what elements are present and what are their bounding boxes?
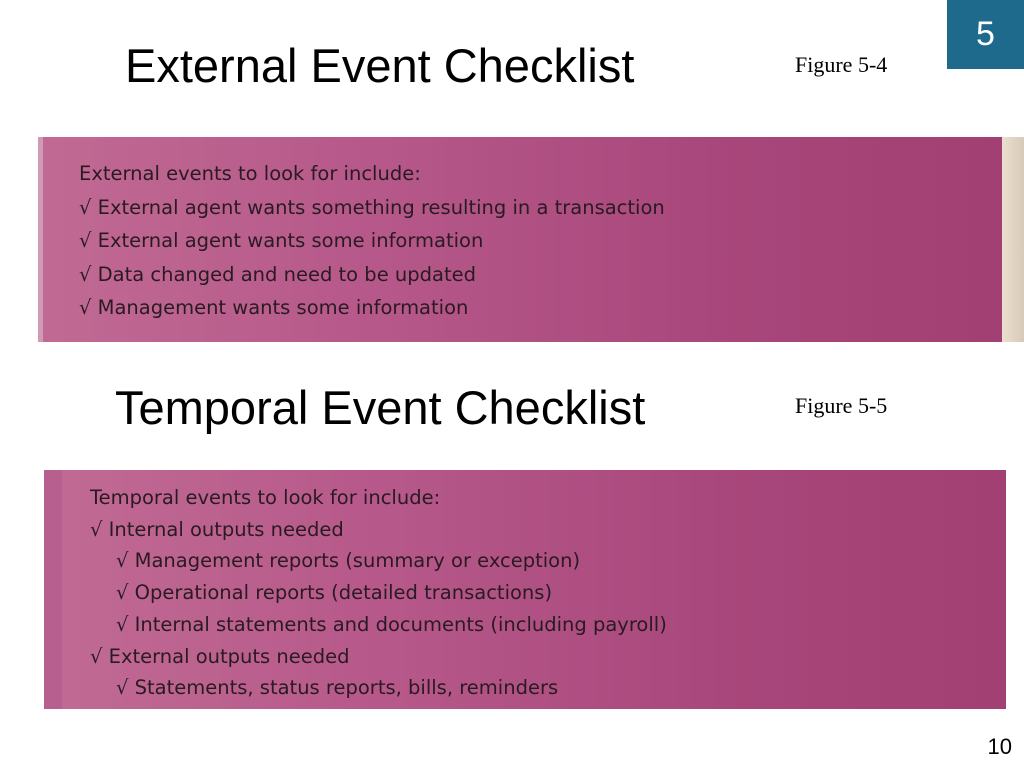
checklist-subitem: √ Operational reports (detailed transactions) <box>116 581 553 605</box>
checklist-item: √ Internal outputs needed <box>90 517 344 541</box>
panel-edge-strip <box>1002 137 1024 342</box>
checklist-item: √ Management wants some information <box>79 296 469 319</box>
temporal-checklist-title: Temporal Event Checklist <box>115 381 646 434</box>
checklist-subitem: √ Statements, status reports, bills, reminders <box>116 676 559 700</box>
checklist-item: √ External agent wants something resulting in a transaction <box>79 195 665 219</box>
checklist-subitem: √ Management reports (summary or exception) <box>116 549 581 573</box>
external-checklist-heading: External events to look for include: <box>79 162 421 185</box>
page-number: 10 <box>987 734 1012 759</box>
temporal-checklist-heading: Temporal events to look for include: <box>90 486 441 509</box>
figure-label-5-4: Figure 5-4 <box>795 52 888 77</box>
checklist-subitem: √ Internal statements and documents (including payroll) <box>116 612 667 636</box>
checklist-item: √ External outputs needed <box>90 644 350 668</box>
temporal-checklist-panel <box>44 470 1006 709</box>
external-checklist-panel <box>38 137 1002 342</box>
chapter-badge: 5 <box>947 0 1024 69</box>
checklist-item: √ External agent wants some information <box>79 229 484 252</box>
checklist-item: √ Data changed and need to be updated <box>79 262 476 286</box>
figure-label-5-5: Figure 5-5 <box>795 393 888 418</box>
external-checklist-title: External Event Checklist <box>125 39 635 92</box>
